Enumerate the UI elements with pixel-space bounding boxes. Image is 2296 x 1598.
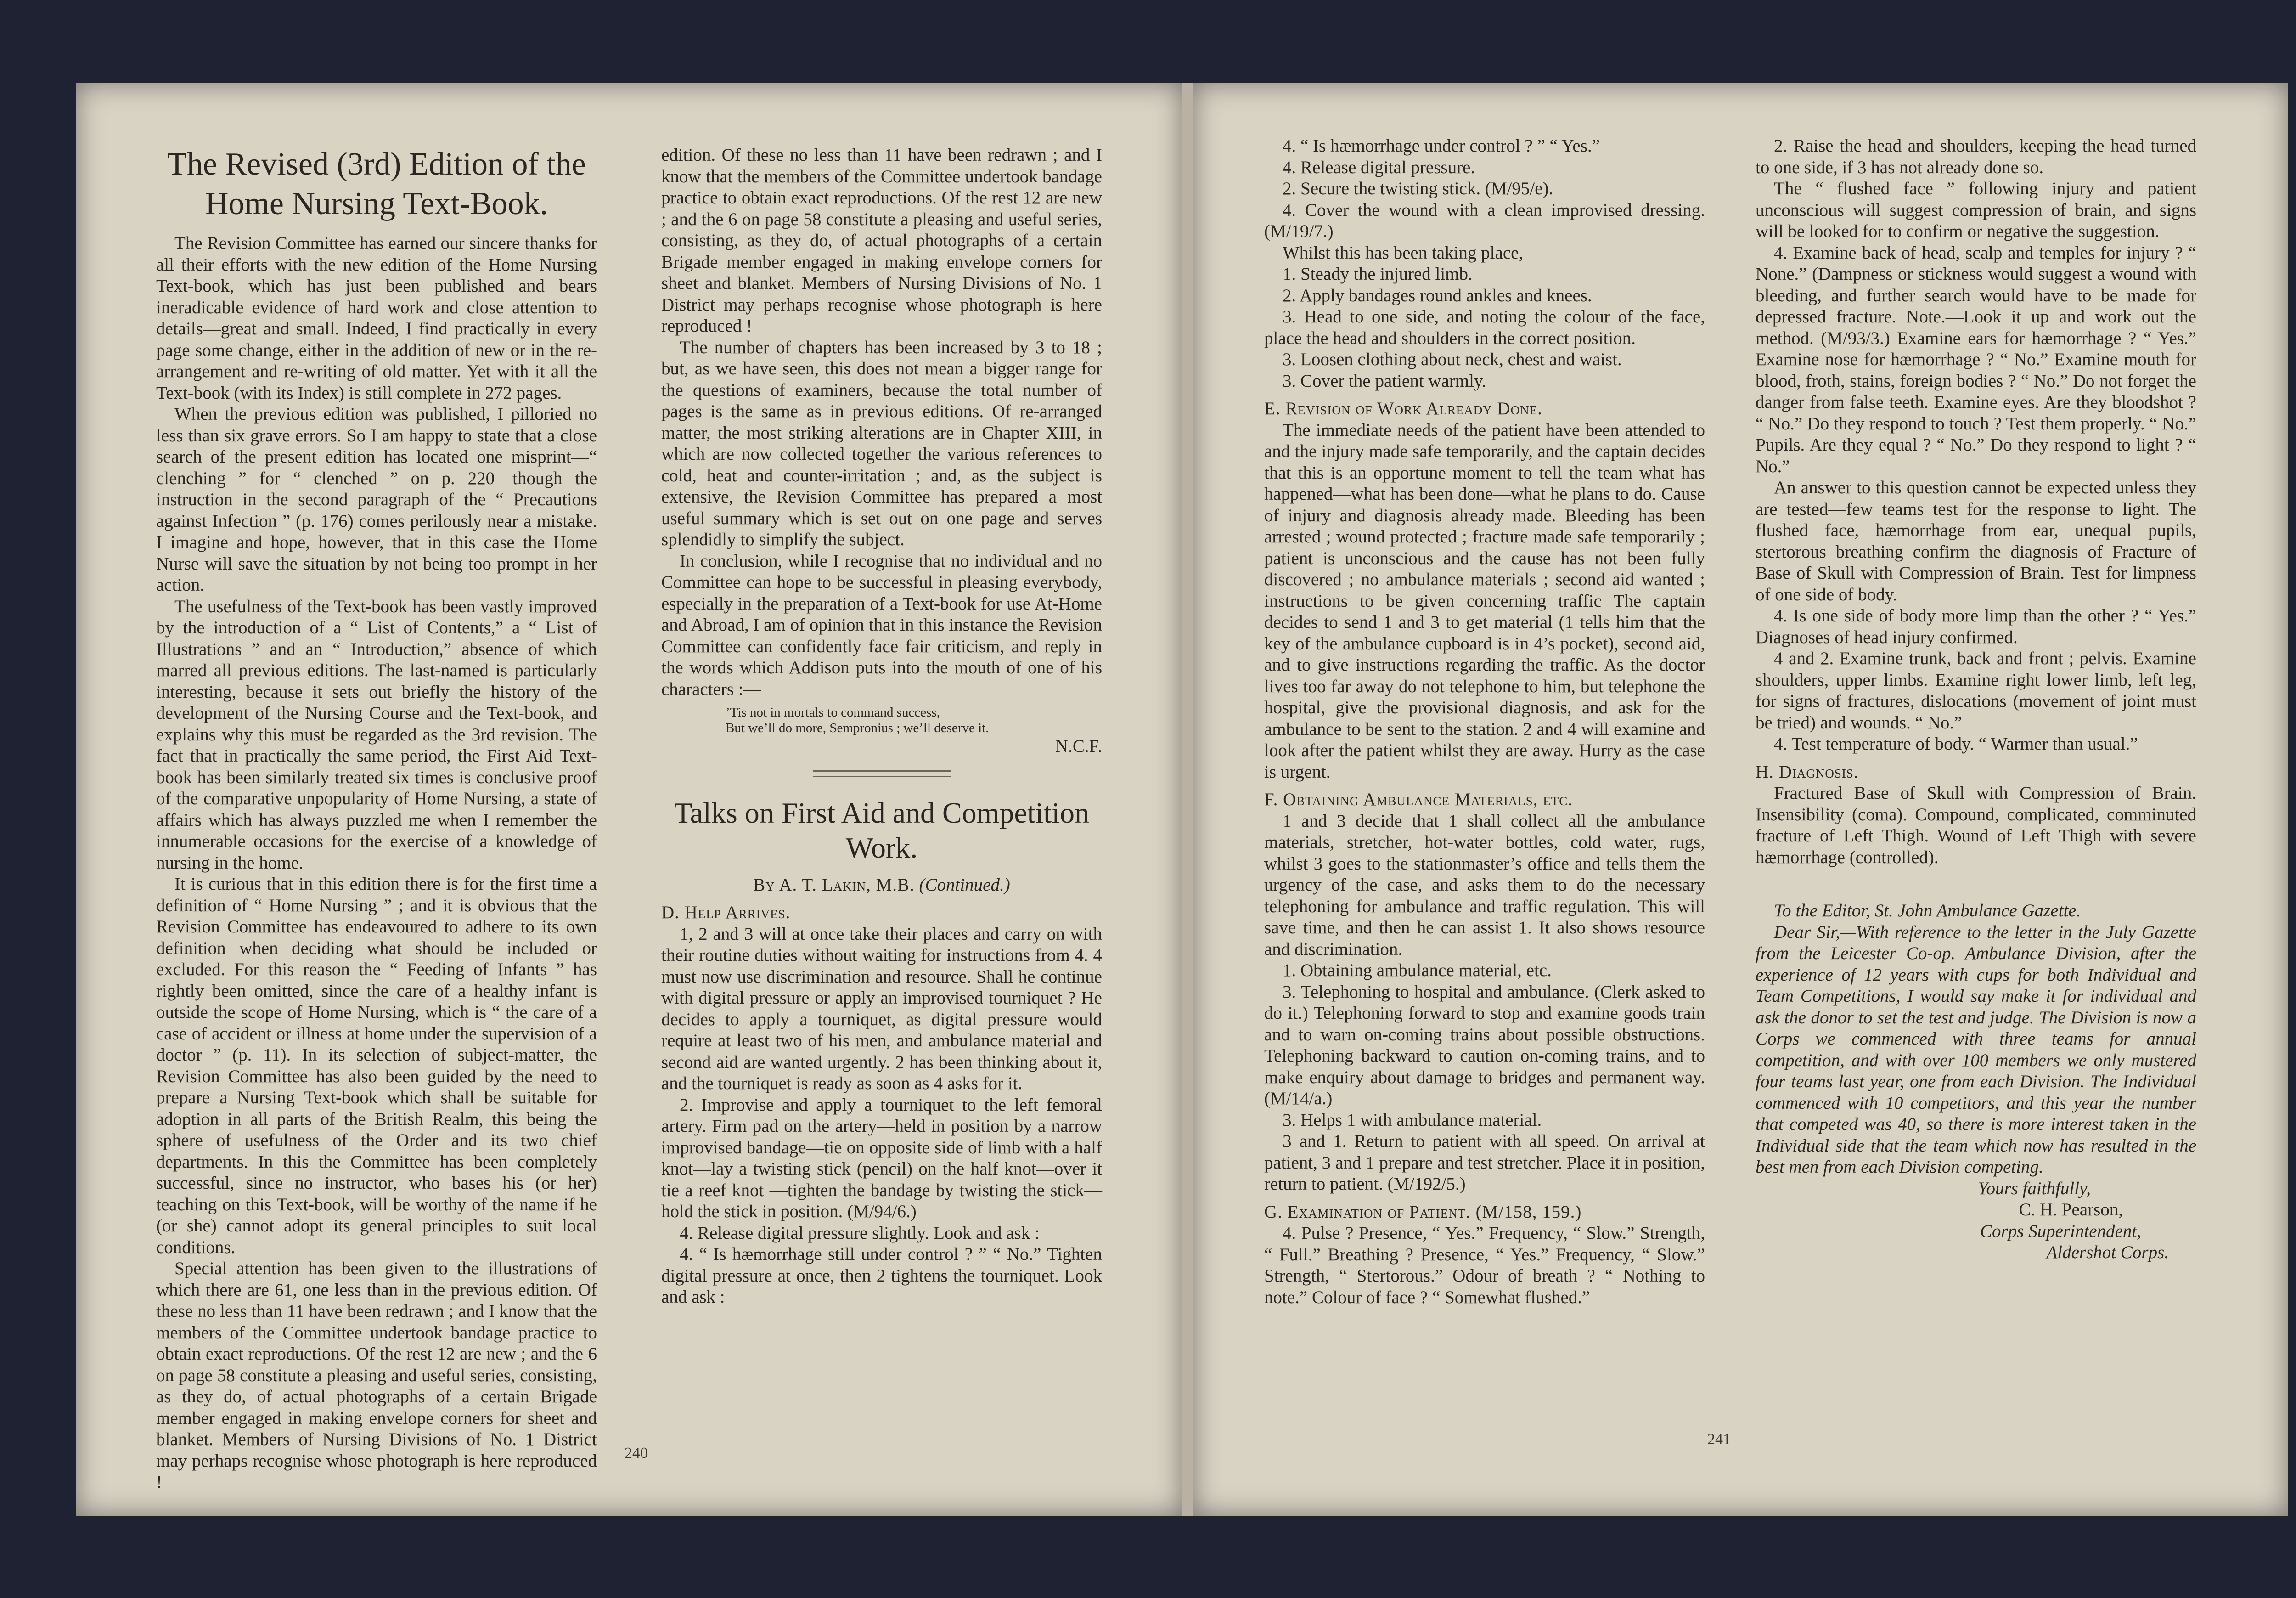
col2-paragraph: 4. Examine back of head, scalp and temples for injury ? “ None.” (Dampness or stickness would suggest a wound with bleeding, and further search would have to be made for depressed fracture. Note.—Look it up and work out the method. (M/93/3.) Examine ears for hæmorrhage ? “ Yes.” Examine nose for hæmorrhage ? “ No.” Examine mouth for blood, froth, stains, foreign bodies ? “ No.” Do not forget the danger from false teeth. Examine eyes. Are they bloodshot ? “ No.” Do they respond to touch ? Test them properly. “ No.” Pupils. Are they equal ? “ No.” Do they respond to light ? “ No.” [1756, 243, 2196, 476]
article1-paragraph: The number of chapters has been increased by 3 to 18 ; but, as we have seen, this does not mean a bigger range for the questions of examiners, because the total number of pages is the same as in previous editions. Of re-arranged matter, the most striking alterations are in Chapter XIII, in which are now collected together the various references to cold, heat and counter-irritation ; and, as the subject is extensive, the Revision Committee has prepared a most useful summary which is set out on one page and serves splendidly to simplify the subject. [661, 337, 1102, 549]
section-divider [813, 770, 951, 777]
letter-signatory-place: Aldershot Corps. [2046, 1242, 2169, 1262]
col2-paragraph: 4. Test temperature of body. “ Warmer than usual.” [1774, 734, 2138, 754]
section-heading-g: G. Examination of Patient. (M/158, 159.) [1264, 1202, 1582, 1222]
section-heading-d: D. Help Arrives. [661, 903, 791, 922]
left-page [76, 83, 1182, 1516]
letter-to-editor [1756, 900, 2196, 1264]
step-line: 3. Loosen clothing about neck, chest and waist. [1283, 350, 1622, 369]
col2-paragraph: 4 and 2. Examine trunk, back and front ; pelvis. Examine shoulders, upper limbs. Examine right lower limb, left leg, for signs of fractures, dislocations (movement of joint must be tried) and wounds. “ No.” [1756, 649, 2196, 733]
section-heading-f: F. Obtaining Ambulance Materials, etc. [1264, 790, 1573, 809]
byline-author: By A. T. Lakin, M.B. [753, 875, 915, 895]
col2-paragraph: 2. Raise the head and shoulders, keeping the head turned to one side, if 3 has not already done so. [1756, 136, 2196, 177]
step-line: 3 and 1. Return to patient with all speed. On arrival at patient, 3 and 1 prepare and test stretcher. Place it in position, return to patient. (M/192/5.) [1264, 1131, 1705, 1194]
left-column-2 [661, 145, 1102, 1308]
step-line: 3. Helps 1 with ambulance material. [1283, 1110, 1542, 1130]
letter-closing: Yours faithfully, [1978, 1178, 2091, 1198]
col2-paragraph: 4. Is one side of body more limp than the other ? “ Yes.” Diagnoses of head injury confirmed. [1756, 606, 2196, 647]
letter-signatory: C. H. Pearson, [2019, 1200, 2123, 1220]
section-f-paragraph: 1 and 3 decide that 1 shall collect all the ambulance materials, stretcher, hot-water bottles, cold water, rugs, whilst 3 goes to the stationmaster’s office and tells them the urgency of the case, and asks them to do the necessary telephoning for ambulance and traffic regulation. This will save time, and then he can assist 1. It also shows resource and discrimination. [1264, 811, 1705, 959]
article2-paragraph: 4. “ Is hæmorrhage still under control ? ” “ No.” Tighten digital pressure at once, then 2 tightens the tourniquet. Look and ask : [661, 1244, 1102, 1307]
article1-paragraph: When the previous edition was published, I pilloried no less than six grave errors. So I am happy to state that a close search of the present edition has located one misprint—“ clenching ” for “ clenched ” on p. 220—though the instruction in the second paragraph of the “ Precautions against Infection ” (p. 176) comes perilously near a mistake. I imagine and hope, however, that in this case the Home Nurse will save the situation by not being too prompt in her action. [156, 404, 597, 595]
col2-paragraph: The “ flushed face ” following injury and patient unconscious will suggest compression of brain, and signs will be looked for to confirm or negative the suggestion. [1756, 179, 2196, 241]
article1-paragraph: Special attention has been given to the illustrations of which there are 61, one less than in the previous edition. Of these no less than 11 have been redrawn ; and I know that the members of the Committee undertook bandage practice to obtain exact reproductions. Of the rest 12 are new ; and the 6 on page 58 constitute a pleasing and useful series, consisting, as they do, of actual photographs of a certain Brigade member engaged in making envelope corners for sheet and blanket. Members of Nursing Divisions of No. 1 District may perhaps recognise whose photograph is here reproduced ! [156, 1259, 597, 1492]
article1-signature: N.C.F. [1055, 736, 1102, 756]
right-column-1 [1264, 136, 1705, 1308]
right-page [1193, 83, 2288, 1516]
article2-paragraph: 1, 2 and 3 will at once take their places and carry on with their routine duties without waiting for instructions from 4. 4 must now use discrimination and resource. Shall he continue with digital pressure or apply an improvised tourniquet ? He decides to apply a tourniquet, as digital pressure would require at least two of his men, and ambulance material and second aid are wanted urgently. 2 has been thinking about it, and the tourniquet is ready as soon as 4 asks for it. [661, 924, 1102, 1093]
page-number-right: 241 [1707, 1431, 1731, 1448]
article1-paragraph: The usefulness of the Text-book has been vastly improved by the introduction of a “ List of Contents,” a “ List of Illustrations ” and an “ Introduction,” absence of which marred all previous editions. The last-named is particularly interesting, because it sets out briefly the history of the development of the Nursing Course and the Text-book, and explains why this must be regarded as the 3rd revision. The fact that in practically the same period, the First Aid Text-book has been similarly treated six times is conclusive proof of the comparative unpopularity of Home Nursing, a state of affairs which has always puzzled me when I remember the innumerable occasions for the exercise of a knowledge of nursing in the home. [156, 596, 597, 873]
section-heading-h: H. Diagnosis. [1756, 762, 1859, 782]
section-h-paragraph: Fractured Base of Skull with Compression of Brain. Insensibility (coma). Compound, complicated, comminuted fracture of Left Thigh. Wound of Left Thigh with severe hæmorrhage (controlled). [1756, 783, 2196, 867]
article2-paragraph: 2. Improvise and apply a tourniquet to the left femoral artery. Firm pad on the artery—held in position by a narrow improvised bandage—tie on opposite side of limb with a half knot—lay a twisting stick (pencil) on the half knot—over it tie a reef knot —tighten the bandage by twisting the stick—hold the stick in position. (M/94/6.) [661, 1095, 1102, 1221]
step-line: 2. Apply bandages round ankles and knees. [1283, 285, 1592, 305]
left-column-1 [156, 145, 597, 1492]
step-line: 4. Release digital pressure. [1283, 157, 1475, 177]
section-heading-e: E. Revision of Work Already Done. [1264, 399, 1542, 418]
col2-paragraph: An answer to this question cannot be expected unless they are tested—few teams test for the response to light. The flushed face, hæmorrhage from ear, unequal pupils, stertorous breathing confirm the diagnosis of Fracture of Base of Skull with Compression of Brain. Test for limpness of one side of body. [1756, 478, 2196, 604]
article1-paragraph: In conclusion, while I recognise that no individual and no Committee can hope to be successful in pleasing everybody, especially in the preparation of a Text-book for use At-Home and Abroad, I am of opinion that in this instance the Revision Committee can confidently face fair criticism, and reply in the words which Addison puts into the mouth of one of his characters :— [661, 551, 1102, 699]
article2-byline [661, 875, 1102, 896]
addison-quote [726, 705, 1102, 736]
article1-paragraph: The Revision Committee has earned our sincere thanks for all their efforts with the new edition of the Home Nursing Text-book, which has just been published and bears ineradicable evidence of hard work and close attention to details—great and small. Indeed, I find practically in every page some change, either in the addition of new or in the re-arrangement and re-writing of old matter. Yet with it all the Text-book (with its Index) is still complete in 272 pages. [156, 233, 597, 403]
letter-address: To the Editor, St. John Ambulance Gazette. [1774, 901, 2081, 920]
book-gutter [1182, 83, 1193, 1516]
step-line: 1. Steady the injured limb. [1283, 264, 1473, 284]
step-line: 4. “ Is hæmorrhage under control ? ” “ Yes.” [1283, 136, 1600, 156]
section-e-paragraph: The immediate needs of the patient have been attended to and the injury made safe temporarily, and the captain decides that this is an opportune moment to tell the team what has happened—what has been done—what he plans to do. Cause of injury and diagnosis already made. Bleeding has been arrested ; wound protected ; fracture made safe temporarily ; patient is unconscious and the cause has not been fully discovered ; no ambulance materials ; second aid wanted ; instructions to be given concerning traffic The captain decides to send 1 and 3 to get material (1 tells him that the key of the ambulance cupboard is in 4’s pocket), second aid, and to give instructions regarding the traffic. As the doctor lives too far away do not telephone to him, but telephone the hospital, give the provisional diagnosis, and ask for the ambulance to be sent to the station. 2 and 4 will examine and look after the patient whilst they are away. Hurry as the case is urgent. [1264, 420, 1705, 782]
article1-paragraph-cont: edition. Of these no less than 11 have been redrawn ; and I know that the members of the Committee undertook bandage practice to obtain exact reproductions. Of the rest 12 are new ; and the 6 on page 58 constitute a pleasing and useful series, consisting, as they do, of actual photographs of a certain Brigade member engaged in making envelope corners for sheet and blanket. Members of Nursing Divisions of No. 1 District may perhaps recognise whose photograph is here reproduced ! [661, 145, 1102, 336]
step-line: 4. Cover the wound with a clean improvised dressing. (M/19/7.) [1264, 200, 1705, 241]
quote-line: ’Tis not in mortals to command success, [726, 705, 940, 720]
letter-signatory-title: Corps Superintendent, [1980, 1221, 2141, 1241]
quote-line: But we’ll do more, Sempronius ; we’ll deserve it. [726, 721, 989, 735]
step-line: 2. Secure the twisting stick. (M/95/e). [1283, 179, 1553, 198]
article1-paragraph: It is curious that in this edition there is for the first time a definition of “ Home Nursing ” ; and it is obvious that the Revision Committee has endeavoured to adhere to its own definition when deciding what should be included or excluded. For this reason the “ Feeding of Infants ” has rightly been omitted, since the care of a healthy infant is outside the scope of Home Nursing, which is “ the care of a case of accident or illness at home under the supervision of a doctor ” (p. 11). In its selection of subject-matter, the Revision Committee has also been guided by the need to prepare a Nursing Text-book which shall be suitable for adoption in all parts of the British Realm, this being the sphere of usefulness of the Order and its two chief departments. In this the Committee has been completely successful, since no instructor, who bases his (or her) teaching on this Text-book, will be worthy of the name if he (or she) cannot adopt its general principles to suit local conditions. [156, 874, 597, 1257]
step-line: 1. Obtaining ambulance material, etc. [1283, 960, 1552, 980]
step-line: 3. Telephoning to hospital and ambulance. (Clerk asked to do it.) Telephoning forward to stop and examine goods train and to warn on-coming trains about possible obstructions. Telephoning backward to caution on-coming trains, and to make enquiry about damage to bridges and permanent way. (M/14/a.) [1264, 982, 1705, 1108]
step-line: 3. Head to one side, and noting the colour of the face, place the head and shoulders in the correct position. [1264, 307, 1705, 348]
step-line: Whilst this has been taking place, [1283, 243, 1524, 263]
article2-title: Talks on First Aid and Competition Work. [674, 796, 1089, 864]
letter-body: Dear Sir,—With reference to the letter in the July Gazette from the Leicester Co-op. Ambulance Division, after the experience of 12 years with cups for both Individual and Team Competitions, I would say make it for individual and ask the donor to set the test and judge. The Division is now a Corps we commenced with three teams for annual competition, and with over 100 members we only mustered four teams last year, one from each Division. The Individual commenced with 10 competitors, and this year the number that competed was 40, so there is more interest taken in the Individual side that the team which now has resulted in the best men from each Division competing. [1756, 922, 2196, 1177]
right-column-2 [1756, 136, 2196, 1264]
section-g-paragraph: 4. Pulse ? Presence, “ Yes.” Frequency, “ Slow.” Strength, “ Full.” Breathing ? Presence, “ Yes.” Frequency, “ Slow.” Strength, “ Stertorous.” Odour of breath ? “ Nothing to note.” Colour of face ? “ Somewhat flushed.” [1264, 1223, 1705, 1307]
article1-title: The Revised (3rd) Edition of the Home Nursing Text-Book. [167, 147, 586, 221]
article2-paragraph: 4. Release digital pressure slightly. Look and ask : [680, 1223, 1040, 1243]
page-number-left: 240 [625, 1445, 648, 1462]
step-line: 3. Cover the patient warmly. [1283, 371, 1486, 391]
byline-continued: (Continued.) [919, 875, 1010, 895]
